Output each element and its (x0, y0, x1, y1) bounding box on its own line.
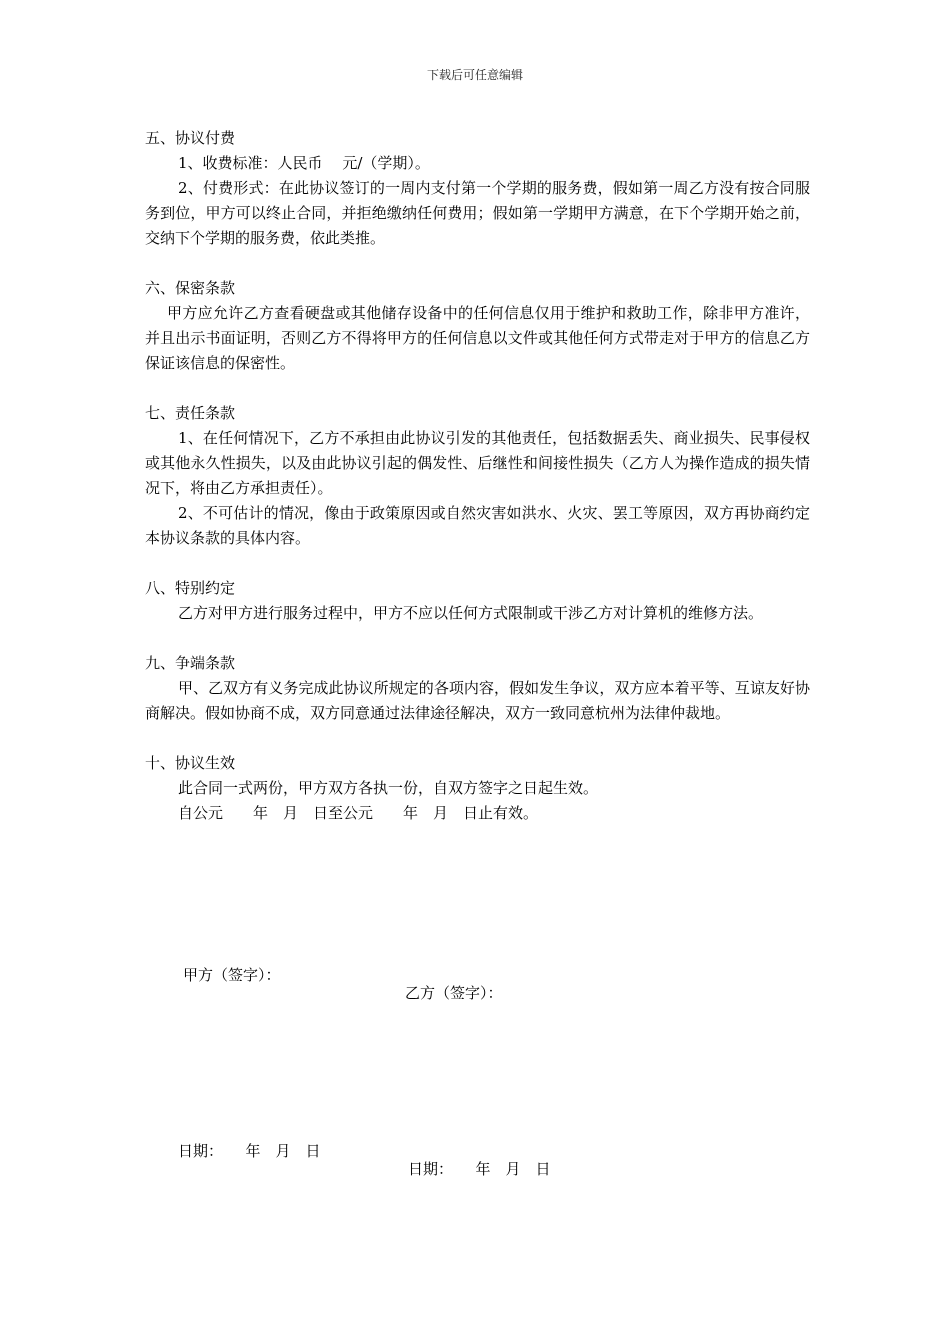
paragraph: 1、收费标准：人民币 元/（学期）。 (178, 154, 430, 172)
signature-row (0, 946, 950, 1000)
section-title: 十、协议生效 (145, 754, 236, 772)
paragraph: 此合同一式两份，甲方双方各执一份，自双方签字之日起生效。 (178, 779, 599, 797)
party-b-signature-label: 乙方（签字）： (405, 984, 503, 1002)
paragraph: 2、付费形式：在此协议签订的一周内支付第一个学期的服务费，假如第一周乙方没有按合同服务到位，甲方可以终止合同，并拒绝缴纳任何费用；假如第一学期甲方满意，在下个学期开始之前，交纳下个学期的服务费，依此类推。 (145, 179, 810, 247)
section-effective (145, 751, 810, 826)
paragraph: 甲方应允许乙方查看硬盘或其他储存设备中的任何信息仅用于维护和救助工作，除非甲方准许，并且出示书面证明，否则乙方不得将甲方的任何信息以文件或其他任何方式带走对于甲方的信息乙方保证该信息的保密性。 (145, 304, 810, 372)
paragraph: 乙方对甲方进行服务过程中，甲方不应以任何方式限制或干涉乙方对计算机的维修方法。 (178, 604, 764, 622)
page-header-note: 下载后可任意编辑 (426, 68, 523, 82)
section-title: 九、争端条款 (145, 654, 236, 672)
party-b-date-label: 日期： 年 月 日 (408, 1160, 551, 1178)
section-special-terms (145, 576, 810, 626)
paragraph: 1、在任何情况下，乙方不承担由此协议引发的其他责任，包括数据丢失、商业损失、民事侵权或其他永久性损失，以及由此协议引起的偶发性、后继性和间接性损失（乙方人为操作造成的损失情况下，将由乙方承担责任）。 (145, 429, 810, 497)
section-title: 七、责任条款 (145, 404, 236, 422)
party-a-signature-label: 甲方（签字）： (183, 966, 281, 984)
date-row (0, 1122, 950, 1176)
section-liability (145, 401, 810, 551)
paragraph: 甲、乙双方有义务完成此协议所规定的各项内容，假如发生争议，双方应本着平等、互谅友好协商解决。假如协商不成，双方同意通过法律途径解决，双方一致同意杭州为法律仲裁地。 (145, 679, 810, 722)
section-title: 六、保密条款 (145, 279, 236, 297)
paragraph: 2、不可估计的情况，像由于政策原因或自然灾害如洪水、火灾、罢工等原因，双方再协商约定本协议条款的具体内容。 (145, 504, 810, 547)
document-body (145, 126, 810, 851)
validity-period: 自公元 年 月 日至公元 年 月 日止有效。 (178, 804, 539, 822)
section-dispute (145, 651, 810, 726)
section-title: 八、特别约定 (145, 579, 236, 597)
section-payment (145, 126, 810, 251)
section-confidentiality (145, 276, 810, 376)
section-title: 五、协议付费 (145, 129, 236, 147)
party-a-date-label: 日期： 年 月 日 (178, 1142, 321, 1160)
